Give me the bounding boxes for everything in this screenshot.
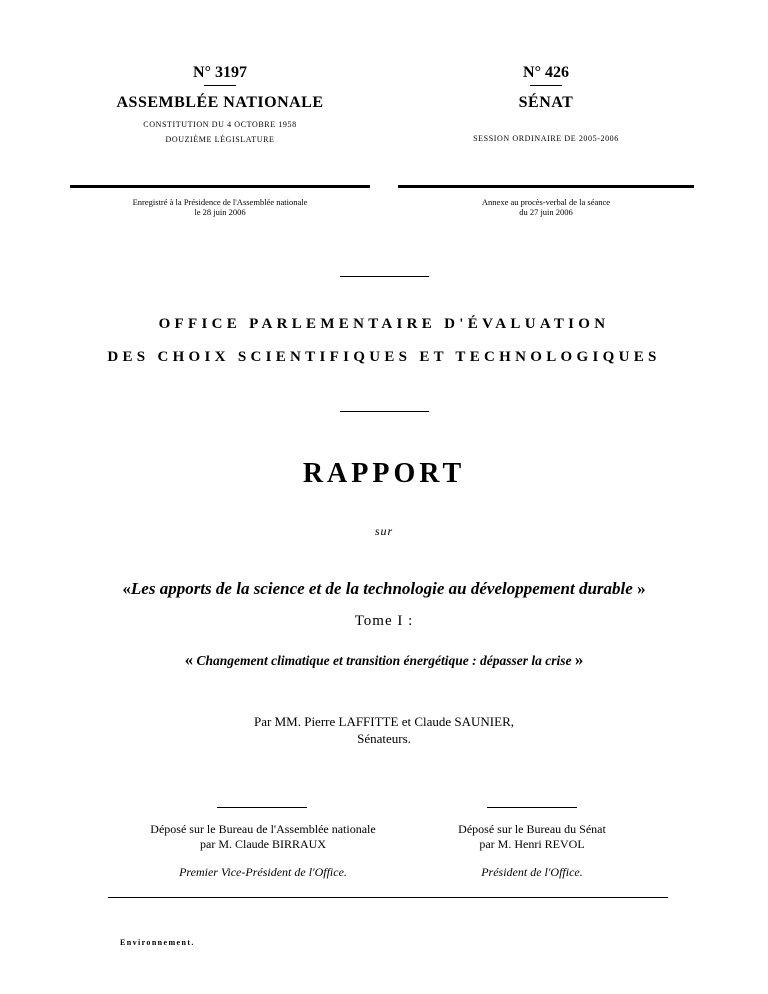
report-subtitle: Changement climatique et transition énergétique : dépasser la crise xyxy=(196,653,572,668)
assemblee-number-dash xyxy=(204,85,236,86)
office-line1: OFFICE PARLEMENTAIRE D'ÉVALUATION xyxy=(158,316,610,332)
deposit-left-line2: par M. Claude BIRRAUX xyxy=(200,837,326,851)
deposit-right-role: Président de l'Office. xyxy=(481,865,583,879)
deposit-assemblee xyxy=(98,822,428,880)
deposit-right-separator xyxy=(487,807,577,808)
assemblee-registered-line1: Enregistré à la Présidence de l'Assemblée nationale xyxy=(132,197,308,207)
report-authors xyxy=(0,713,768,747)
separator-top xyxy=(340,276,429,277)
senat-session: SESSION ORDINAIRE DE 2005-2006 xyxy=(473,134,619,143)
senat-name: SÉNAT xyxy=(518,94,574,111)
senat-annex xyxy=(398,197,694,217)
deposit-left-separator xyxy=(217,807,307,808)
assemblee-name: ASSEMBLÉE NATIONALE xyxy=(116,94,324,111)
report-title: RAPPORT xyxy=(302,458,466,489)
deposit-right-line2: par M. Henri REVOL xyxy=(479,837,585,851)
deposit-right-line1: Déposé sur le Bureau du Sénat xyxy=(458,822,606,836)
report-tome: Tome I : xyxy=(354,613,414,629)
assemblee-number: N° 3197 xyxy=(193,64,247,81)
senat-header xyxy=(398,64,694,143)
assemblee-constitution: CONSTITUTION DU 4 OCTOBRE 1958 xyxy=(143,120,297,129)
report-subtitle-line xyxy=(0,650,768,670)
senat-annex-line2: du 27 juin 2006 xyxy=(519,207,573,217)
deposit-left-line1: Déposé sur le Bureau de l'Assemblée nationale xyxy=(150,822,376,836)
senat-rule xyxy=(398,185,694,188)
subtitle-close-quote: » xyxy=(574,650,584,669)
subject-close-quote: » xyxy=(637,579,646,598)
assemblee-legislature: DOUZIÈME LÉGISLATURE xyxy=(165,135,275,144)
subject-open-quote: « xyxy=(122,579,131,598)
report-subject: Les apports de la science et de la technologie au développement durable xyxy=(130,579,633,598)
deposit-left-role: Premier Vice-Président de l'Office. xyxy=(179,865,347,879)
subtitle-open-quote: « xyxy=(184,650,194,669)
footer-category: Environnement. xyxy=(120,938,195,947)
assemblee-registration xyxy=(70,197,370,217)
assemblee-rule xyxy=(70,185,370,188)
senat-annex-line1: Annexe au procès-verbal de la séance xyxy=(481,197,611,207)
bottom-rule xyxy=(108,897,668,898)
report-subject-line xyxy=(0,579,768,599)
authors-line1: Par MM. Pierre LAFFITTE et Claude SAUNIER, xyxy=(254,714,514,729)
senat-number: N° 426 xyxy=(523,64,569,81)
report-sur: sur xyxy=(374,524,394,538)
office-line2: DES CHOIX SCIENTIFIQUES ET TECHNOLOGIQUES xyxy=(107,349,661,365)
assemblee-header xyxy=(70,64,370,144)
authors-line2: Sénateurs. xyxy=(357,731,411,746)
deposit-senat xyxy=(397,822,667,880)
senat-number-dash xyxy=(530,85,562,86)
assemblee-registered-line2: le 28 juin 2006 xyxy=(194,207,246,217)
separator-middle xyxy=(340,411,429,412)
